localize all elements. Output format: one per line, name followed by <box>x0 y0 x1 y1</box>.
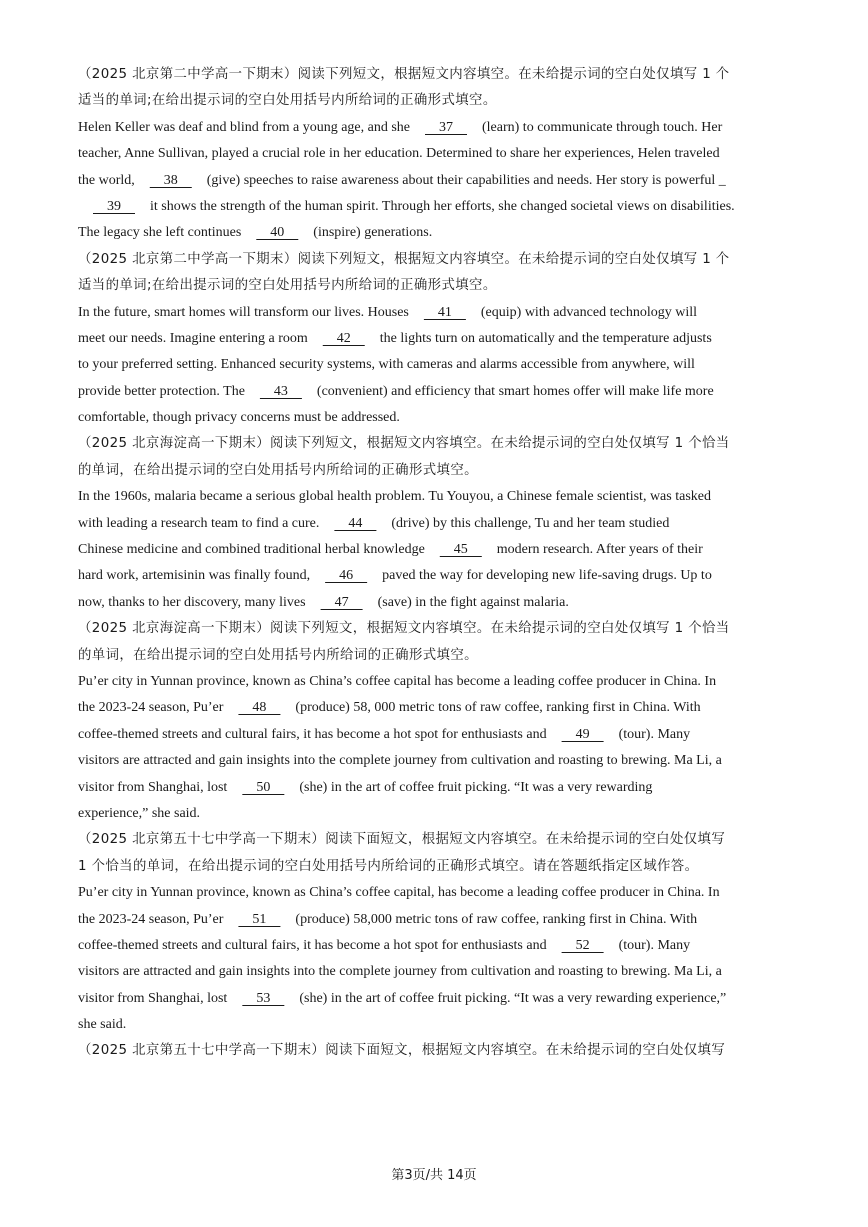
instruction-line: （2025 北京海淀高一下期末）阅读下列短文，根据短文内容填空。在未给提示词的空白处仅填写 1 个恰当 <box>78 621 730 637</box>
passage-text: (tour). Many <box>618 726 691 742</box>
question-section <box>78 247 790 432</box>
page-number-footer: 第3页/共 14页 <box>391 1168 477 1183</box>
passage-text: The legacy she left continues <box>78 225 242 241</box>
passage-text: (learn) to communicate through touch. Her <box>482 119 723 135</box>
blank-number: 49 <box>561 726 604 742</box>
document-page <box>78 62 790 1065</box>
passage-text: it shows the strength of the human spirit. Through her efforts, she changed societal views on disabilities. <box>150 198 735 214</box>
passage-text: (she) in the art of coffee fruit picking. “It was a very rewarding <box>299 779 653 795</box>
instruction-line: 适当的单词;在给出提示词的空白处用括号内所给词的正确形式填空。 <box>78 93 497 109</box>
passage-text: (inspire) generations. <box>313 225 433 241</box>
passage-text: (produce) 58,000 metric tons of raw coffee, ranking first in China. With <box>295 911 698 927</box>
passage-text: (drive) by this challenge, Tu and her team studied <box>391 515 670 531</box>
passage-text: (equip) with advanced technology will <box>480 304 698 320</box>
blank-number: 43 <box>259 383 302 399</box>
passage-text: visitor from Shanghai, lost <box>78 990 228 1006</box>
passage-line <box>78 722 790 748</box>
passage-text: the world, <box>78 172 135 188</box>
passage-line <box>78 511 790 537</box>
passage-text: coffee-themed streets and cultural fairs, it has become a hot spot for enthusiasts and <box>78 726 547 742</box>
blank-number: 38 <box>149 172 192 188</box>
blank-number: 37 <box>425 119 467 135</box>
passage-text: modern research. After years of their <box>496 542 703 558</box>
blank-number: 52 <box>561 937 604 953</box>
blank-number: 42 <box>322 330 365 346</box>
passage-text: hard work, artemisinin was finally found, <box>78 568 311 584</box>
question-section <box>78 1038 790 1064</box>
passage-line <box>78 563 790 589</box>
passage-text: experience,” she said. <box>78 805 201 821</box>
passage-text: coffee-themed streets and cultural fairs, it has become a hot spot for enthusiasts and <box>78 937 547 953</box>
passage-line <box>78 933 790 959</box>
passage-text: the lights turn on automatically and the temperature adjusts <box>379 330 712 346</box>
instruction-line: （2025 北京海淀高一下期末）阅读下列短文，根据短文内容填空。在未给提示词的空白处仅填写 1 个恰当 <box>78 436 730 452</box>
passage-line <box>78 326 790 352</box>
blank-number: 53 <box>242 990 285 1006</box>
passage-line <box>78 220 790 246</box>
passage-text: Pu’er city in Yunnan province, known as China’s coffee capital, has become a leading coffee producer in China. In <box>78 885 720 901</box>
blank-number: 41 <box>423 304 466 320</box>
passage-text: Helen Keller was deaf and blind from a young age, and she <box>78 119 410 135</box>
instruction-line: 的单词，在给出提示词的空白处用括号内所给词的正确形式填空。 <box>78 462 478 478</box>
passage-text: Pu’er city in Yunnan province, known as China’s coffee capital has become a leading coffee producer in China. In <box>78 673 717 689</box>
passage-text: comfortable, though privacy concerns must be addressed. <box>78 410 400 426</box>
passage-text: In the future, smart homes will transform our lives. Houses <box>78 304 409 320</box>
passage-line <box>78 801 790 827</box>
passage-text: visitors are attracted and gain insights into the complete journey from cultivation and roasting to brewing. Ma Li, a <box>78 753 722 769</box>
passage-line <box>78 1012 790 1038</box>
passage-line <box>78 141 790 167</box>
passage-text: paved the way for developing new life-saving drugs. Up to <box>382 568 712 584</box>
blank-number: 46 <box>325 568 368 584</box>
question-section <box>78 616 790 827</box>
passage-line <box>78 669 790 695</box>
passage-text: the 2023-24 season, Pu’er <box>78 911 224 927</box>
passage-text: Chinese medicine and combined traditional herbal knowledge <box>78 542 425 558</box>
blank-number: 50 <box>242 779 285 795</box>
passage-line <box>78 405 790 431</box>
passage-text: visitor from Shanghai, lost <box>78 779 228 795</box>
passage-text: meet our needs. Imagine entering a room <box>78 330 308 346</box>
blank-number: 51 <box>238 911 281 927</box>
passage-line <box>78 484 790 510</box>
passage-line <box>78 775 790 801</box>
instruction-line: （2025 北京第二中学高一下期末）阅读下列短文，根据短文内容填空。在未给提示词的空白处仅填写 1 个 <box>78 67 730 82</box>
question-section <box>78 827 790 1038</box>
passage-line <box>78 748 790 774</box>
passage-text: (convenient) and efficiency that smart homes offer will make life more <box>316 383 714 399</box>
passage-line <box>78 959 790 985</box>
passage-line <box>78 168 790 194</box>
blank-number: 45 <box>439 542 482 558</box>
passage-line <box>78 537 790 563</box>
passage-line <box>78 352 790 378</box>
blank-number: 47 <box>320 594 363 610</box>
passage-line <box>78 880 790 906</box>
blank-number: 48 <box>238 700 281 716</box>
instruction-line: （2025 北京第五十七中学高一下期末）阅读下面短文，根据短文内容填空。在未给提示词的空白处仅填写 <box>78 832 726 848</box>
question-section <box>78 62 790 247</box>
passage-text: In the 1960s, malaria became a serious global health problem. Tu Youyou, a Chinese female scientist, was tasked <box>78 489 711 505</box>
blank-number: 40 <box>256 225 299 241</box>
passage-text: teacher, Anne Sullivan, played a crucial role in her education. Determined to share her experiences, Helen traveled <box>78 146 720 162</box>
passage-line <box>78 907 790 933</box>
passage-text: (save) in the fight against malaria. <box>377 594 569 610</box>
passage-text: (give) speeches to raise awareness about their capabilities and needs. Her story is powerful _ <box>206 172 726 188</box>
passage-text: with leading a research team to find a cure. <box>78 515 320 531</box>
passage-line <box>78 986 790 1012</box>
instruction-line: 适当的单词;在给出提示词的空白处用括号内所给词的正确形式填空。 <box>78 278 497 294</box>
passage-line <box>78 115 790 141</box>
passage-line <box>78 695 790 721</box>
passage-text: visitors are attracted and gain insights into the complete journey from cultivation and roasting to brewing. Ma Li, a <box>78 964 722 980</box>
passage-line <box>78 300 790 326</box>
instruction-line: （2025 北京第五十七中学高一下期末）阅读下面短文，根据短文内容填空。在未给提示词的空白处仅填写 <box>78 1043 726 1059</box>
passage-text: now, thanks to her discovery, many lives <box>78 594 306 610</box>
passage-text: to your preferred setting. Enhanced security systems, with cameras and alarms accessible from anywhere, will <box>78 357 695 373</box>
instruction-line: （2025 北京第二中学高一下期末）阅读下列短文，根据短文内容填空。在未给提示词的空白处仅填写 1 个 <box>78 251 730 267</box>
blank-number: 39 <box>93 198 135 214</box>
passage-text: provide better protection. The <box>78 383 245 399</box>
passage-text: (tour). Many <box>618 937 691 953</box>
passage-line <box>78 590 790 616</box>
instruction-line: 1 个恰当的单词，在给出提示词的空白处用括号内所给词的正确形式填空。请在答题纸指定区域作答。 <box>78 858 699 874</box>
question-section <box>78 431 790 616</box>
passage-text: the 2023-24 season, Pu’er <box>78 700 224 716</box>
passage-text: she said. <box>78 1017 127 1033</box>
blank-number: 44 <box>334 515 377 531</box>
passage-text: (she) in the art of coffee fruit picking. “It was a very rewarding experience,” <box>299 990 727 1006</box>
passage-line <box>78 194 790 220</box>
passage-line <box>78 379 790 405</box>
passage-text: (produce) 58, 000 metric tons of raw coffee, ranking first in China. With <box>295 700 701 716</box>
instruction-line: 的单词，在给出提示词的空白处用括号内所给词的正确形式填空。 <box>78 647 478 663</box>
